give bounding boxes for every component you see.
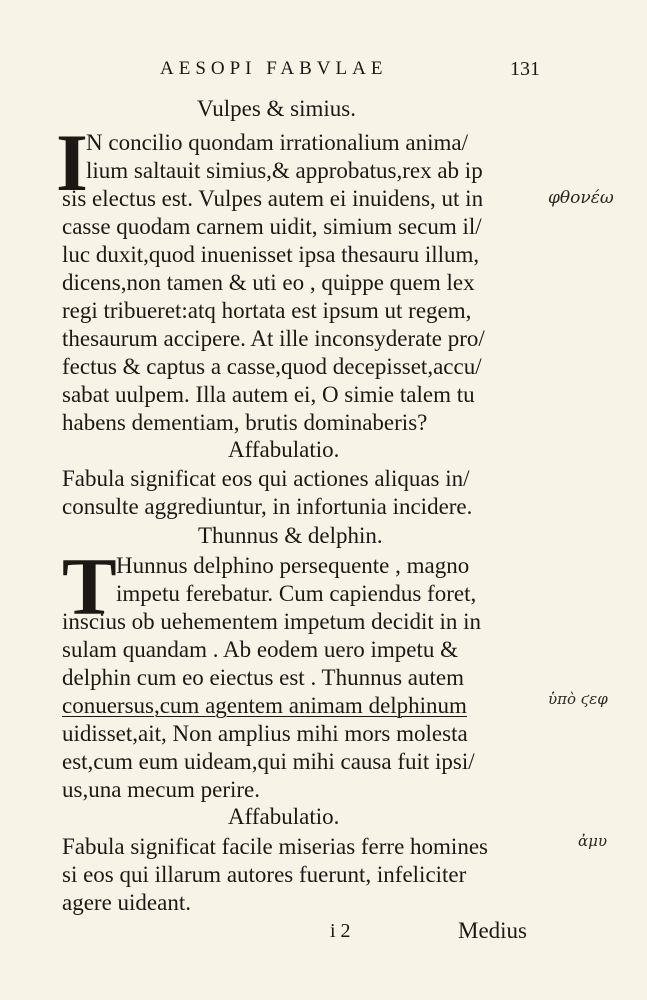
marginal-note: ἀμυ [578, 832, 607, 850]
text-line: uidisset,ait, Non amplius mihi mors molesta [62, 721, 468, 746]
text-line: habens dementiam, brutis dominaberis? [62, 410, 428, 435]
fable-title: Vulpes & simius. [197, 96, 356, 121]
text-line: fectus & captus a casse,quod decepisset,accu/ [62, 354, 482, 379]
marginal-note: φθονέω [548, 188, 614, 208]
signature-mark: i 2 [330, 920, 351, 942]
affabulatio-title: Affabulatio. [228, 804, 340, 829]
text-line: sabat uulpem. Illa autem ei, O simie talem tu [62, 382, 475, 407]
moral-line: consulte aggrediuntur, in infortunia incidere. [62, 494, 473, 519]
running-title: AESOPI FABVLAE [160, 58, 388, 79]
text-line: us,una mecum perire. [62, 777, 260, 802]
catchword: Medius [458, 918, 527, 943]
text-line: sis electus est. Vulpes autem ei inuidens, ut in [62, 186, 484, 211]
text-line: casse quodam carnem uidit, simium secum il/ [62, 214, 482, 239]
moral-line: Fabula significat eos qui actiones aliquas in/ [62, 466, 470, 491]
drop-capital: I [56, 117, 88, 208]
drop-capital: T [62, 541, 117, 632]
text-line: N concilio quondam irrationalium anima/ [86, 130, 468, 155]
moral-line: agere uideant. [62, 890, 191, 915]
affabulatio-title: Affabulatio. [228, 437, 340, 462]
marginal-note: ὑπὸ ϛεφ [548, 690, 608, 708]
page-number: 131 [510, 58, 540, 80]
text-line: conuersus,cum agentem animam delphinum [62, 693, 467, 718]
text-line: sulam quandam . Ab eodem uero impetu & [62, 637, 459, 662]
fable-title: Thunnus & delphin. [198, 523, 383, 548]
text-line: inscius ob uehementem impetum decidit in in [62, 609, 482, 634]
text-line: thesaurum accipere. At ille inconsyderate pro/ [62, 326, 485, 351]
text-line: lium saltauit simius,& approbatus,rex ab ip [86, 158, 483, 183]
moral-line: si eos qui illarum autores fuerunt, infeliciter [62, 862, 467, 887]
text-line: est,cum eum uideam,qui mihi causa fuit ipsi/ [62, 749, 475, 774]
moral-line: Fabula significat facile miserias ferre homines [62, 834, 488, 859]
text-line: impetu ferebatur. Cum capiendus foret, [116, 581, 477, 606]
text-line: luc duxit,quod inuenisset ipsa thesauru illum, [62, 242, 480, 267]
text-line: dicens,non tamen & uti eo , quippe quem lex [62, 270, 475, 295]
text-line: delphin cum eo eiectus est . Thunnus autem [62, 665, 464, 690]
text-line: Hunnus delphino persequente , magno [116, 553, 470, 578]
text-line: regi tribueret:atq hortata est ipsum ut regem, [62, 298, 472, 323]
